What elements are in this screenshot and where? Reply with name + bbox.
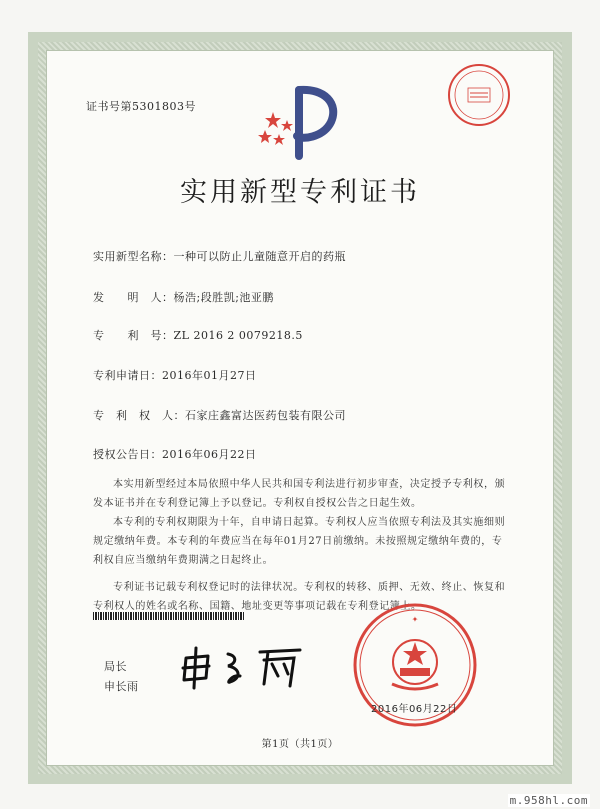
legal-text <box>93 475 511 616</box>
certificate-number: 证书号第5301803号 <box>86 100 196 113</box>
legal-paragraph-2: 本专利的专利权期限为十年，自申请日起算。专利权人应当依照专利法及其实施细则规定缴纳年费。本专利的年费应当在每年01月27日前缴纳。未按照规定缴纳年费的，专利权自应当缴纳年费期满之日起终止。 <box>93 517 506 566</box>
director-name: 申长雨 <box>104 680 139 693</box>
inventors: 发 明 人：杨浩;段胜凯;池亚鹏 <box>93 291 274 304</box>
director-title: 局长 <box>104 660 127 673</box>
grant-date: 授权公告日：2016年06月22日 <box>93 448 257 461</box>
corner-stamp-icon <box>446 62 512 128</box>
legal-paragraph-3: 专利证书记载专利权登记时的法律状况。专利权的转移、质押、无效、终止、恢复和专利权人的姓名或名称、国籍、地址变更等事项记载在专利登记簿上。 <box>93 582 506 612</box>
legal-paragraph-1: 本实用新型经过本局依照中华人民共和国专利法进行初步审查，决定授予专利权，颁发本证书并在专利登记簿上予以登记。专利权自授权公告之日起生效。 <box>93 479 506 509</box>
certificate-title: 实用新型专利证书 <box>180 177 420 208</box>
barcode <box>93 612 245 620</box>
patent-number: 专 利 号：ZL 2016 2 0079218.5 <box>93 329 303 342</box>
svg-text:✦: ✦ <box>411 615 419 624</box>
director-signature <box>178 644 308 692</box>
page-footer: 第1页（共1页） <box>261 739 339 750</box>
utility-model-name: 实用新型名称：一种可以防止儿童随意开启的药瓶 <box>93 250 346 263</box>
seal-date: 2016年06月22日 <box>371 704 458 715</box>
watermark-url: m.958hl.com <box>509 794 588 807</box>
application-date: 专利申请日：2016年01月27日 <box>93 369 257 382</box>
patent-office-logo-icon <box>255 82 350 162</box>
patentee: 专 利 权 人：石家庄鑫富达医药包装有限公司 <box>93 409 346 422</box>
